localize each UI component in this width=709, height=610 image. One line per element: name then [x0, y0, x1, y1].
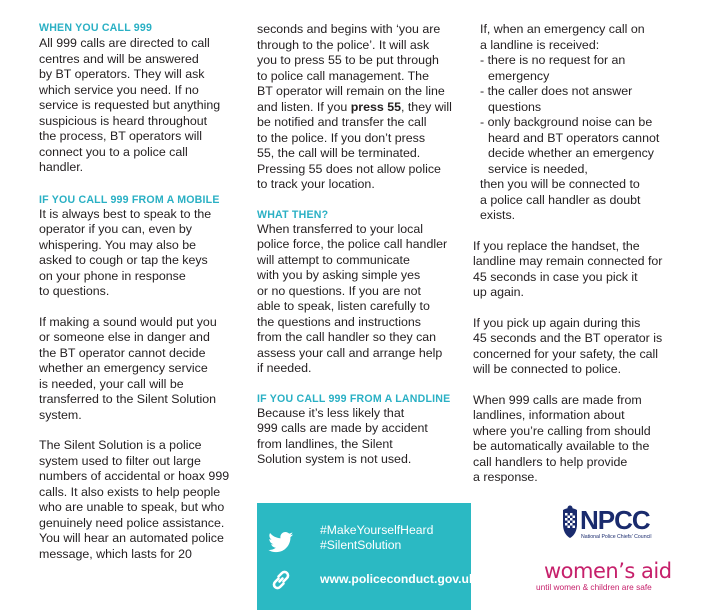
womens-aid-tagline: until women & children are safe: [536, 582, 652, 592]
npcc-logo: [561, 504, 661, 544]
hashtag-silent-solution[interactable]: #SilentSolution: [320, 538, 402, 552]
twitter-icon[interactable]: [267, 532, 295, 553]
conditions-list: [473, 53, 698, 177]
hashtags-row: [267, 523, 433, 553]
womens-aid-logo: [536, 560, 686, 593]
para-replace-handset: If you replace the handset, the landline may remain connected for 45 seconds in case you pick it up again.: [473, 238, 663, 299]
hashtag-make-yourself-heard[interactable]: #MakeYourselfHeard: [320, 523, 434, 537]
column-1: [39, 21, 249, 562]
para-pick-up-again: If you pick up again during this 45 seconds and the BT operator is concerned for your safety, the call will be connected to police.: [473, 315, 663, 376]
heading-what-then: WHAT THEN?: [257, 208, 329, 221]
para-999-directed: All 999 calls are directed to call centres and will be answered by BT operators. They will ask which service you need. If no service is requested but anything suspicious is heard throughout the process, BT operators will connect you to a police call handler.: [39, 36, 221, 174]
press-55-emphasis: press 55: [350, 99, 401, 114]
womens-aid-wordmark: women’s aid: [544, 559, 672, 583]
para-landline-intro: If, when an emergency call on a landline is received:: [480, 22, 645, 52]
url-row: [267, 569, 476, 591]
social-banner: [257, 503, 476, 610]
heading-landline: IF YOU CALL 999 FROM A LANDLINE: [257, 392, 451, 405]
npcc-subtitle: National Police Chiefs' Council: [581, 534, 652, 540]
list-item: - the caller does not answer questions: [480, 84, 633, 114]
para-danger: If making a sound would put you or someone else in danger and the BT operator cannot decide whether an emergency service is needed, your call will be transferred to the Silent Solution system.: [39, 314, 217, 422]
heading-mobile: IF YOU CALL 999 FROM A MOBILE: [39, 193, 220, 206]
column-2: [257, 22, 467, 468]
para-silent-solution: The Silent Solution is a police system used to filter out large numbers of accidental or hoax 999 calls. It also exists to help people who are unable to speak, but who genuinely need police assistance. You will hear an automated police message, which lasts for 20: [39, 438, 230, 561]
para-press-55: seconds and begins with ‘you are through to the police’. It will ask you to press 55 to be put through to police call management. The BT operator will remain on the line and listen. If you press 55, they will be notified and transfer the call to the police. If you don’t press 55, the call will be terminated. Pressing 55 does not allow police to track your location.: [257, 22, 452, 191]
link-icon[interactable]: [267, 569, 295, 591]
list-item: - only background noise can be heard and BT operators cannot decide whether an emergency service is needed,: [480, 115, 660, 176]
npcc-wordmark: NPCC: [580, 505, 650, 535]
para-what-then: When transferred to your local police force, the police call handler will attempt to communicate with you by asking simple yes or no questions. If you are not able to speak, listen carefully to the questions and instructions from the call handler so they can assess your call and arrange help if needed.: [257, 221, 448, 375]
list-item: - there is no request for an emergency: [480, 53, 626, 83]
heading-when-you-call-999: WHEN YOU CALL 999: [39, 22, 153, 34]
para-landline-outro: then you will be connected to a police call handler as doubt exists.: [480, 177, 641, 222]
para-location-info: When 999 calls are made from landlines, information about where you’re calling from should be automatically available to the call handlers to help provide a response.: [473, 392, 651, 484]
website-link[interactable]: www.policeconduct.gov.uk: [320, 572, 476, 586]
para-landline: Because it’s less likely that 999 calls are made by accident from landlines, the Silent Solution system is not used.: [257, 405, 428, 466]
column-3: [473, 22, 698, 486]
para-mobile: It is always best to speak to the operator if you can, even by whispering. You may also be asked to cough or tap the keys on your phone in response to questions.: [39, 206, 212, 298]
